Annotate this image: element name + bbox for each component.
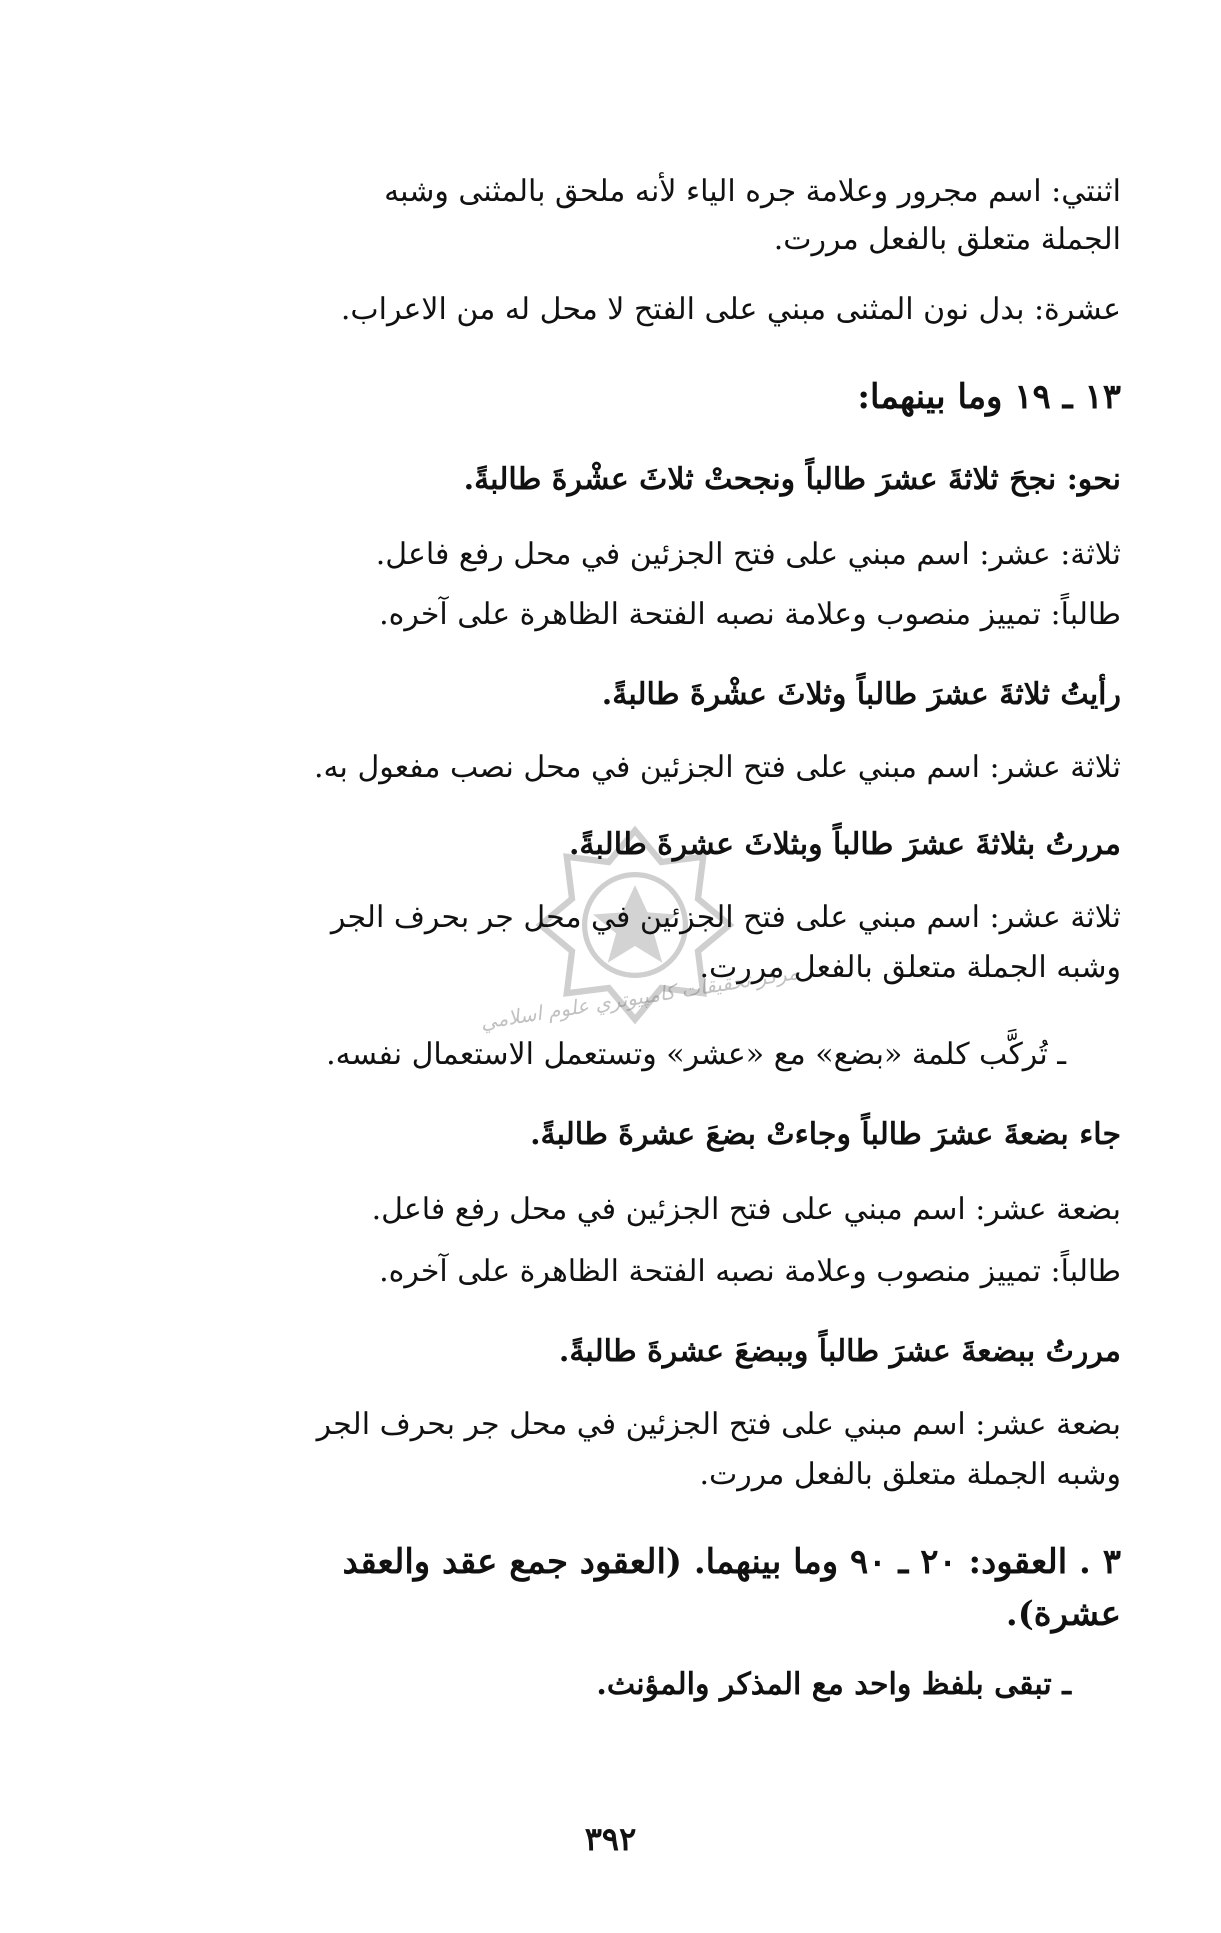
parsing-line: طالباً: تمييز منصوب وعلامة نصبه الفتحة الظاهرة على آخره.	[379, 1254, 1121, 1289]
paragraph-line: عشرة: بدل نون المثنى مبني على الفتح لا محل له من الاعراب.	[340, 292, 1121, 327]
note-line: ـ تبقى بلفظ واحد مع المذكر والمؤنث.	[596, 1667, 1071, 1702]
example-sentence: رأيتُ ثلاثةَ عشرَ طالباً وثلاثَ عشْرةَ طالبةً.	[601, 677, 1121, 712]
section-heading-continued: عشرة).	[1005, 1594, 1121, 1634]
parsing-line: بضعة عشر: اسم مبني على فتح الجزئين في محل رفع فاعل.	[371, 1192, 1121, 1227]
parsing-line: طالباً: تمييز منصوب وعلامة نصبه الفتحة الظاهرة على آخره.	[379, 597, 1121, 632]
parsing-line: ثلاثة عشر: اسم مبني على فتح الجزئين في محل جر بحرف الجر	[330, 900, 1121, 935]
watermark-text: مركز تحقيقات كامپيوتري علوم اسلامي	[478, 960, 800, 1035]
paragraph-line: الجملة متعلق بالفعل مررت.	[773, 222, 1121, 257]
example-sentence: جاء بضعةَ عشرَ طالباً وجاءتْ بضعَ عشرةَ طالبةً.	[530, 1117, 1121, 1152]
example-sentence: نحو: نجحَ ثلاثةَ عشرَ طالباً ونجحتْ ثلاثَ عشْرةَ طالبةً.	[463, 462, 1121, 497]
note-line: ـ تُركَّب كلمة «بضع» مع «عشر» وتستعمل الاستعمال نفسه.	[326, 1037, 1066, 1072]
parsing-line: ثلاثة: عشر: اسم مبني على فتح الجزئين في محل رفع فاعل.	[375, 537, 1121, 572]
parsing-line: وشبه الجملة متعلق بالفعل مررت.	[699, 950, 1121, 985]
example-sentence: مررتُ ببضعةَ عشرَ طالباً وببضعَ عشرةَ طالبةً.	[558, 1334, 1121, 1369]
page-number: ٣٩٢	[584, 1820, 637, 1858]
parsing-line: وشبه الجملة متعلق بالفعل مررت.	[699, 1457, 1121, 1492]
paragraph-line: اثنتي: اسم مجرور وعلامة جره الياء لأنه ملحق بالمثنى وشبه	[384, 174, 1121, 209]
parsing-line: بضعة عشر: اسم مبني على فتح الجزئين في محل جر بحرف الجر	[316, 1407, 1121, 1442]
section-heading: ٣ . العقود: ٢٠ ـ ٩٠ وما بينهما. (العقود جمع عقد والعقد	[342, 1542, 1121, 1582]
parsing-line: ثلاثة عشر: اسم مبني على فتح الجزئين في محل نصب مفعول به.	[313, 750, 1121, 785]
section-heading: ١٣ ـ ١٩ وما بينهما:	[857, 377, 1121, 417]
example-sentence: مررتُ بثلاثةَ عشرَ طالباً وبثلاثَ عشرةَ طالبةً.	[568, 827, 1121, 862]
